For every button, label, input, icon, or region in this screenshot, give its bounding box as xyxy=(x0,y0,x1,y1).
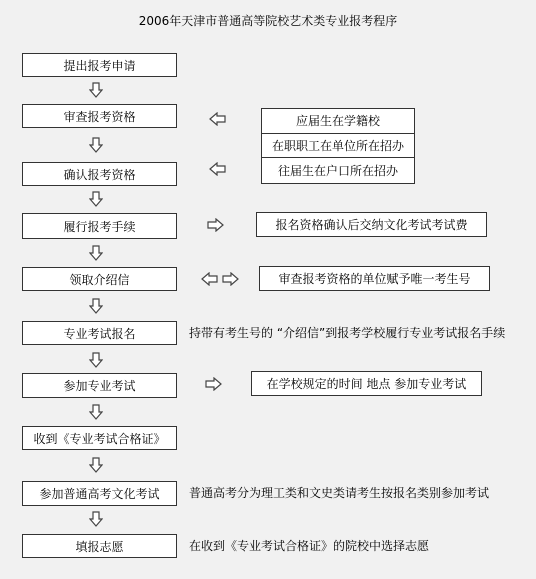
left-arrow-icon xyxy=(209,162,226,176)
registration-note: 持带有考生号的 “介绍信”到报考学校履行专业考试报名手续 xyxy=(189,326,506,340)
office-current-students: 应届生在学籍校 xyxy=(262,109,414,134)
left-arrow-icon xyxy=(201,272,218,286)
step-professional-exam-registration: 专业考试报名 xyxy=(22,321,177,345)
right-arrow-icon xyxy=(222,272,239,286)
down-arrow-icon xyxy=(89,457,103,473)
office-past-graduates: 往届生在户口所在招办 xyxy=(277,163,398,178)
right-arrow-icon xyxy=(207,218,224,232)
step-receive-certificate: 收到《专业考试合格证》 xyxy=(22,426,177,450)
step-fill-volunteer: 填报志愿 xyxy=(22,534,177,558)
exam-place-box: 在学校规定的时间 地点 参加专业考试 xyxy=(251,371,482,396)
step-review-qualification: 审查报考资格 xyxy=(22,104,177,128)
step-take-professional-exam: 参加专业考试 xyxy=(22,373,177,398)
step-culture-exam: 参加普通高考文化考试 xyxy=(22,481,177,506)
culture-exam-note: 普通高考分为理工类和文史类请考生按报名类别参加考试 xyxy=(189,486,490,500)
right-arrow-icon xyxy=(205,377,222,391)
left-arrow-icon xyxy=(209,112,226,126)
down-arrow-icon xyxy=(89,404,103,420)
step-confirm-qualification: 确认报考资格 xyxy=(22,162,177,186)
step-apply: 提出报考申请 xyxy=(22,53,177,77)
down-arrow-icon xyxy=(89,352,103,368)
down-arrow-icon xyxy=(89,82,103,98)
volunteer-note: 在收到《专业考试合格证》的院校中选择志愿 xyxy=(189,539,430,553)
fees-box: 报名资格确认后交纳文化考试考试费 xyxy=(256,212,487,237)
exam-number-box: 审查报考资格的单位赋予唯一考生号 xyxy=(259,266,490,291)
down-arrow-icon xyxy=(89,298,103,314)
down-arrow-icon xyxy=(89,137,103,153)
qualification-office-list xyxy=(261,108,415,184)
down-arrow-icon xyxy=(89,191,103,207)
step-registration-procedure: 履行报考手续 xyxy=(22,213,177,239)
step-get-introduction-letter: 领取介绍信 xyxy=(22,267,177,291)
down-arrow-icon xyxy=(89,511,103,527)
down-arrow-icon xyxy=(89,245,103,261)
page-title: 2006年天津市普通高等院校艺术类专业报考程序 xyxy=(138,14,398,28)
office-employed-staff: 在职职工在单位所在招办 xyxy=(262,134,414,159)
